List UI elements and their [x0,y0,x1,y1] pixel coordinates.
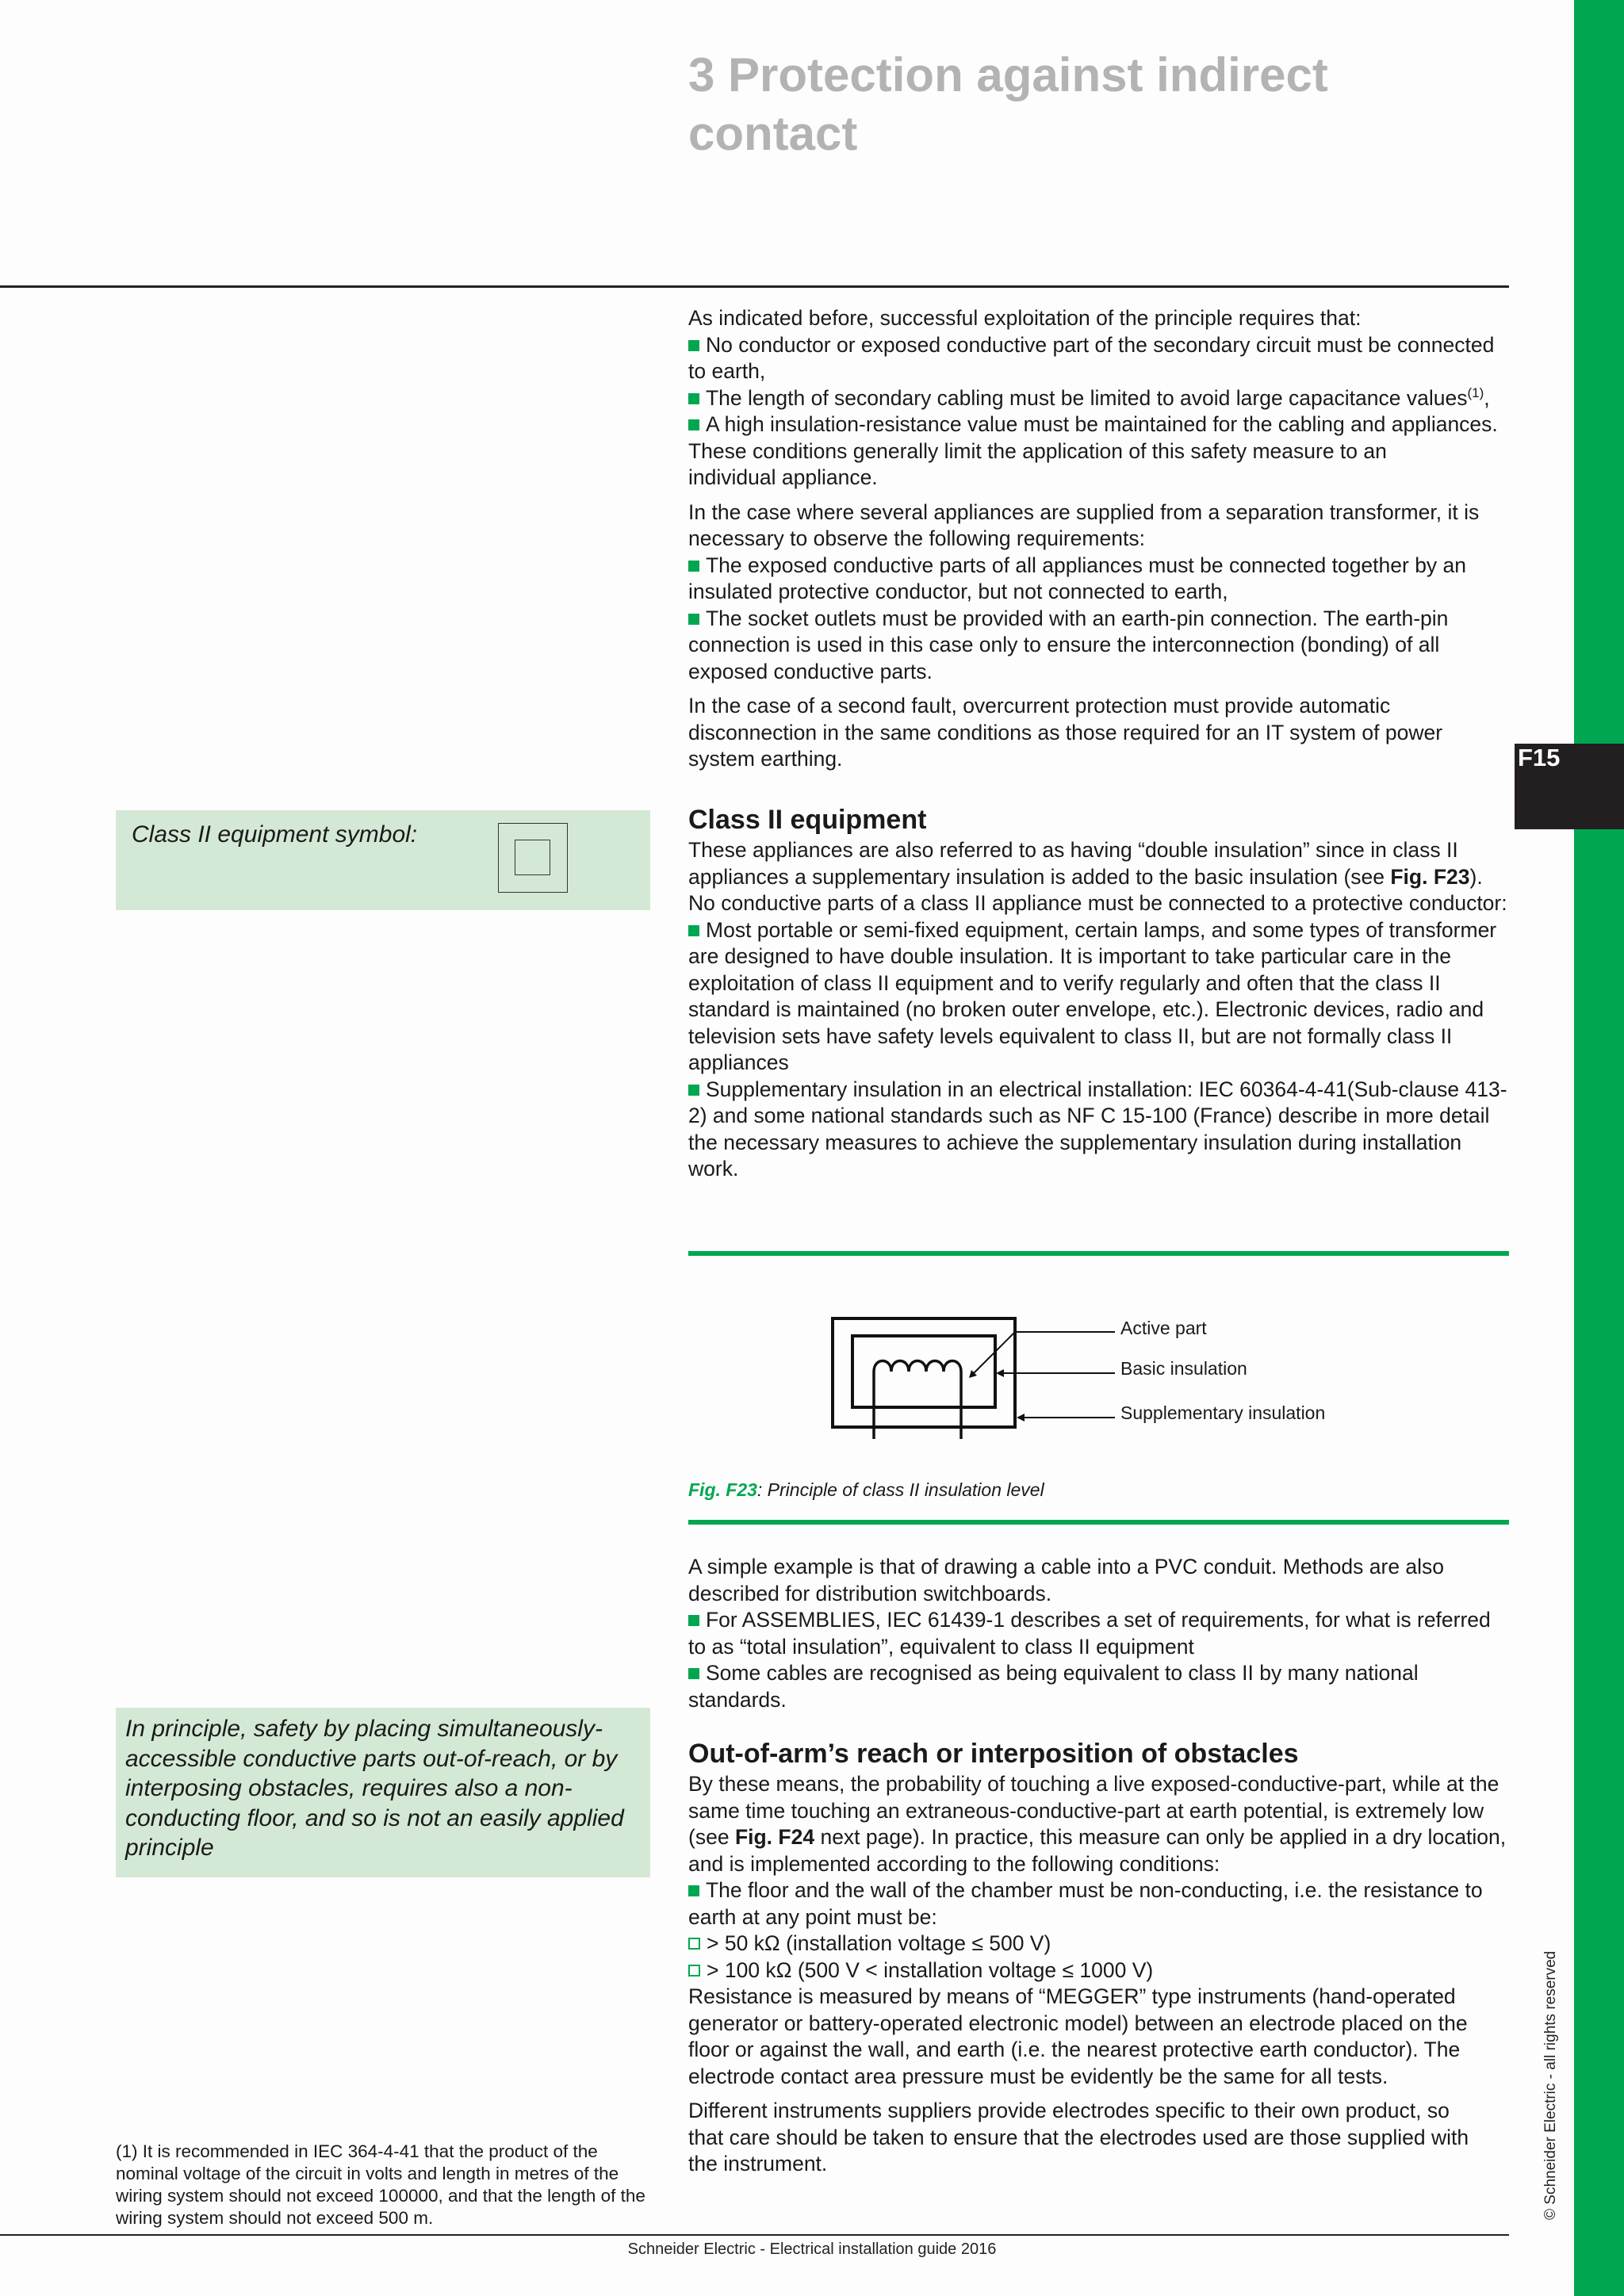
class2-symbol-box [116,810,650,910]
hollow-square-icon [688,1938,700,1950]
intro-bullet: No conductor or exposed conductive part of the secondary circuit must be connected to earth, [688,332,1495,383]
reach-subbullet: > 50 kΩ (installation voltage ≤ 500 V) [688,1931,1509,1957]
footnote-ref: (1) [1467,385,1484,400]
label-active-part: Active part [1120,1318,1207,1338]
class2-symbol-label: Class II equipment symbol: [132,821,418,848]
bullet-square-icon [688,925,699,936]
side-color-bar [1574,0,1624,2296]
label-supplementary-insulation: Supplementary insulation [1120,1402,1326,1423]
bullet-square-icon [688,1668,699,1679]
header-rule [0,285,1509,288]
after-figure-section [688,1554,1509,1713]
page-tab [1515,744,1624,829]
intro-paragraph: These conditions generally limit the application of this safety measure to an individual appliance. [688,438,1387,489]
figure-caption: Fig. F23: Principle of class II insulation level [688,1479,1044,1500]
figure-bottom-rule [688,1520,1509,1525]
intro-bullet: A high insulation-resistance value must be maintained for the cabling and appliances. [688,411,1509,438]
copyright-notice: © Schneider Electric - all rights reserved [1542,1950,1559,2220]
class2-paragraph: These appliances are also referred to as having “double insulation” since in class II appliances a supplementary insulation is added to the basic insulation (see Fig. F23). [688,838,1483,889]
intro-paragraph: In the case where several appliances are supplied from a separation transformer, it is necessary to observe the following requirements: [688,499,1480,550]
page-footer: Schneider Electric - Electrical installation guide 2016 [627,2241,997,2258]
label-basic-insulation: Basic insulation [1120,1358,1247,1379]
after-fig-bullet: Some cables are recognised as being equivalent to class II by many national standards. [688,1661,1419,1712]
reach-subbullet: > 100 kΩ (500 V < installation voltage ≤ 1000 V) [688,1957,1509,1984]
bullet-square-icon [688,1085,699,1096]
reach-bullet: The floor and the wall of the chamber must be non-conducting, i.e. the resistance to earth at any point must be: [688,1878,1483,1929]
bullet-square-icon [688,561,699,572]
intro-bullet: The exposed conductive parts of all appliances must be connected together by an insulated protective conductor, but not connected to earth, [688,553,1467,603]
after-fig-paragraph: A simple example is that of drawing a cable into a PVC conduit. Methods are also described for distribution switchboards. [688,1555,1445,1605]
class2-heading: Class II equipment [688,805,927,835]
reach-section [688,1736,1509,2178]
footnote: (1) It is recommended in IEC 364-4-41 that the product of the nominal voltage of the circuit in volts and length in metres of the wiring system should not exceed 100000, and that the length of the wiring system should not exceed 500 m. [116,2141,645,2228]
intro-lead: As indicated before, successful exploitation of the principle requires that: [688,306,1362,330]
bullet-square-icon [688,1885,699,1896]
principle-note-box [116,1708,650,1877]
chapter-title: 3 Protection against indirect contact [688,48,1328,160]
figure-top-rule [688,1251,1509,1256]
page-tab-label: F15 [1518,744,1561,771]
bullet-square-icon [688,340,699,351]
after-fig-bullet: For ASSEMBLIES, IEC 61439-1 describes a set of requirements, for what is referred to as “total insulation”, equivalent to class II equipment [688,1608,1491,1659]
class2-section [688,802,1509,1183]
reach-paragraph: Resistance is measured by means of “MEGGER” type instruments (hand-operated generator or battery-operated electronic model) between an electrode placed on the floor or against the wall, and earth (i.e. the nearest protective earth conductor). The electrode contact area pressure must be evidently be the same for all tests. [688,1984,1468,2088]
class2-bullet: Supplementary insulation in an electrical installation: IEC 60364-4-41(Sub-clause 413-2) and some national standards such as NF C 15-100 (France) describe in more detail the necessary measures to achieve the supplementary insulation during installation work. [688,1077,1507,1181]
class2-insulation-diagram [825,1308,1126,1443]
principle-note-text: In principle, safety by placing simultaneously-accessible conductive parts out-of-reach, or by interposing obstacles, requires also a non-conducting floor, and so is not an easily applied principle [125,1716,624,1861]
intro-section [688,305,1509,773]
bullet-square-icon [688,393,699,404]
reach-heading: Out-of-arm’s reach or interposition of obstacles [688,1739,1299,1769]
intro-bullet: The length of secondary cabling must be limited to avoid large capacitance values$^{(1)}$, [688,385,1509,412]
class2-paragraph: No conductive parts of a class II appliance must be connected to a protective conductor: [688,891,1507,915]
intro-bullet: The socket outlets must be provided with an earth-pin connection. The earth-pin connection is used in this case only to ensure the interconnection (bonding) of all exposed conductive parts. [688,606,1449,683]
class2-symbol-icon [498,823,568,893]
hollow-square-icon [688,1965,700,1976]
bullet-square-icon [688,419,699,430]
footer-rule [0,2234,1509,2236]
intro-paragraph: In the case of a second fault, overcurrent protection must provide automatic disconnection in the same conditions as those required for an IT system of power system earthing. [688,694,1443,771]
reach-paragraph: By these means, the probability of touching a live exposed-conductive-part, while at the same time touching an extraneous-conductive-part at earth potential, is extremely low (see Fig. F24 next page). In practice, this measure can only be applied in a dry location, and is implemented according to the following conditions: [688,1772,1507,1876]
reach-paragraph: Different instruments suppliers provide electrodes specific to their own product, so that care should be taken to ensure that the electrodes used are those supplied with the instrument. [688,2099,1469,2175]
class2-bullet: Most portable or semi-fixed equipment, certain lamps, and some types of transformer are designed to have double insulation. It is important to take particular care in the exploitation of class II equipment and to verify regularly and often that the class II standard is maintained (no broken outer envelope, etc.). Electronic devices, radio and television sets have safety levels equivalent to class II, but are not formally class II appliances [688,917,1497,1074]
bullet-square-icon [688,1615,699,1626]
bullet-square-icon [688,614,699,625]
